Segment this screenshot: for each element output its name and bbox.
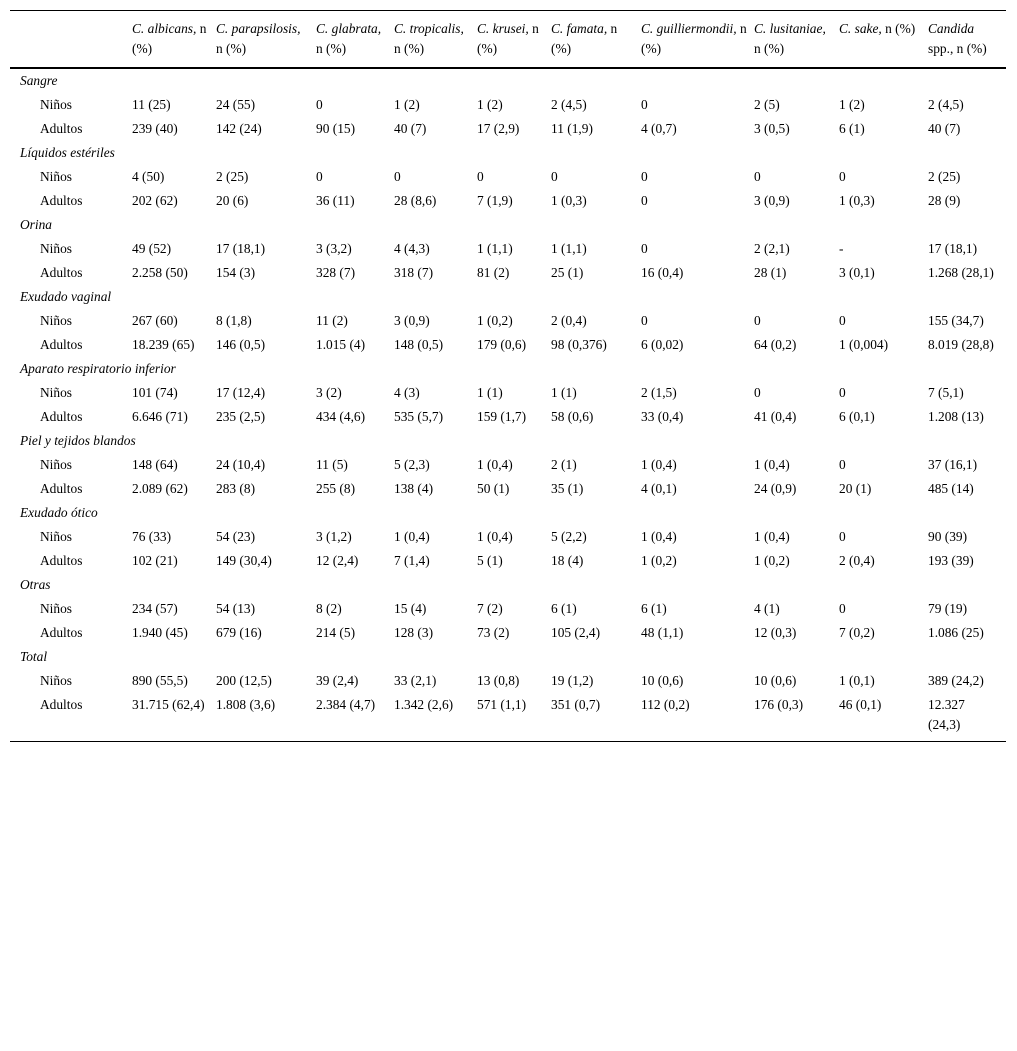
table-cell: 0 bbox=[839, 169, 846, 184]
table-cell: 193 (39) bbox=[928, 553, 974, 568]
column-header bbox=[928, 11, 1006, 69]
table-cell: 15 (4) bbox=[394, 601, 427, 616]
column-header bbox=[132, 11, 216, 69]
table-cell: 283 (8) bbox=[216, 481, 256, 496]
row-label: Adultos bbox=[10, 693, 132, 742]
table-row bbox=[10, 93, 1006, 117]
table-header bbox=[10, 11, 1006, 69]
table-cell: 200 (12,5) bbox=[216, 673, 272, 688]
table-cell: 18.239 (65) bbox=[132, 337, 195, 352]
row-label: Adultos bbox=[40, 121, 83, 136]
row-label: Niños bbox=[40, 313, 72, 328]
table-cell: 485 (14) bbox=[928, 481, 974, 496]
table-cell: 31.715 (62,4) bbox=[132, 693, 216, 742]
table-cell: 0 bbox=[754, 313, 761, 328]
table-cell: 1 (0,4) bbox=[477, 457, 513, 472]
table-cell: 8.019 (28,8) bbox=[928, 337, 994, 352]
table-cell: 159 (1,7) bbox=[477, 409, 527, 424]
column-unit: n (%) bbox=[477, 21, 539, 56]
table-cell: 25 (1) bbox=[551, 265, 584, 280]
table-cell: 48 (1,1) bbox=[641, 625, 684, 640]
table-cell: 1.268 (28,1) bbox=[928, 265, 994, 280]
table-cell: 1 (2) bbox=[839, 97, 865, 112]
table-row bbox=[10, 333, 1006, 357]
table-cell: 24 (10,4) bbox=[216, 457, 266, 472]
table-cell: 0 bbox=[394, 169, 401, 184]
row-label: Niños bbox=[40, 169, 72, 184]
table-cell: 11 (25) bbox=[132, 97, 171, 112]
table-cell: 11 (5) bbox=[316, 457, 348, 472]
table-cell: 1.208 (13) bbox=[928, 409, 984, 424]
table-cell: 4 (0,7) bbox=[641, 121, 677, 136]
table-cell: 4 (3) bbox=[394, 385, 420, 400]
table-cell: 3 (0,9) bbox=[754, 193, 790, 208]
table-row bbox=[10, 453, 1006, 477]
table-cell: 2 (1,5) bbox=[641, 385, 677, 400]
section-title: Sangre bbox=[20, 73, 58, 88]
table-cell: 40 (7) bbox=[928, 121, 961, 136]
section-title: Exudado vaginal bbox=[20, 289, 112, 304]
table-cell: 0 bbox=[839, 313, 846, 328]
section-row bbox=[10, 573, 1006, 597]
species-name: C. sake, bbox=[839, 21, 882, 36]
table-cell: 5 (1) bbox=[477, 553, 503, 568]
table-cell: 128 (3) bbox=[394, 625, 434, 640]
table-cell: 202 (62) bbox=[132, 193, 178, 208]
table-cell: 33 (0,4) bbox=[641, 409, 684, 424]
table-cell: 1 (0,4) bbox=[641, 457, 677, 472]
section-title: Exudado ótico bbox=[20, 505, 98, 520]
row-label: Adultos bbox=[40, 337, 83, 352]
row-label: Adultos bbox=[40, 481, 83, 496]
section-title: Total bbox=[20, 649, 48, 664]
table-cell: 7 (1,4) bbox=[394, 553, 430, 568]
section-title: Orina bbox=[20, 217, 52, 232]
table-row bbox=[10, 381, 1006, 405]
table-cell: 105 (2,4) bbox=[551, 625, 601, 640]
table-row bbox=[10, 237, 1006, 261]
row-label: Niños bbox=[40, 385, 72, 400]
table-row bbox=[10, 405, 1006, 429]
table-cell: 6 (1) bbox=[839, 121, 865, 136]
table-cell: 41 (0,4) bbox=[754, 409, 797, 424]
column-unit: spp., n (%) bbox=[928, 41, 987, 56]
row-label: Adultos bbox=[40, 265, 83, 280]
table-cell: 2.384 (4,7) bbox=[316, 693, 394, 742]
section-title: Líquidos estériles bbox=[20, 145, 115, 160]
species-name: C. glabrata, bbox=[316, 21, 382, 36]
table-cell: 234 (57) bbox=[132, 601, 178, 616]
row-label: Adultos bbox=[40, 553, 83, 568]
table-cell: 0 bbox=[754, 385, 761, 400]
table-cell: 11 (2) bbox=[316, 313, 348, 328]
species-name: C. tropicalis, bbox=[394, 21, 464, 36]
column-header bbox=[394, 11, 477, 69]
column-header bbox=[477, 11, 551, 69]
table-cell: 10 (0,6) bbox=[754, 673, 797, 688]
table-cell: 3 (0,9) bbox=[394, 313, 430, 328]
table-row bbox=[10, 261, 1006, 285]
table-cell: 54 (23) bbox=[216, 529, 256, 544]
table-cell: 24 (55) bbox=[216, 97, 256, 112]
table-cell: 1.086 (25) bbox=[928, 625, 984, 640]
table-cell: 101 (74) bbox=[132, 385, 178, 400]
table-cell: 6 (1) bbox=[641, 601, 667, 616]
table-container bbox=[10, 10, 1006, 742]
table-cell: 239 (40) bbox=[132, 121, 178, 136]
table-cell: 1 (2) bbox=[394, 97, 420, 112]
section-title: Piel y tejidos blandos bbox=[20, 433, 136, 448]
table-cell: 2 (0,4) bbox=[551, 313, 587, 328]
table-cell: 6 (0,02) bbox=[641, 337, 684, 352]
table-cell: 2 (1) bbox=[551, 457, 577, 472]
table-cell: 18 (4) bbox=[551, 553, 584, 568]
header-row bbox=[10, 11, 1006, 69]
section-row bbox=[10, 68, 1006, 93]
table-cell: 12 (0,3) bbox=[754, 625, 797, 640]
table-cell: 3 (0,5) bbox=[754, 121, 790, 136]
table-cell: 90 (15) bbox=[316, 121, 356, 136]
table-cell: 1.015 (4) bbox=[316, 337, 366, 352]
table-cell: 176 (0,3) bbox=[754, 693, 839, 742]
table-cell: 138 (4) bbox=[394, 481, 434, 496]
table-cell: 235 (2,5) bbox=[216, 409, 266, 424]
table-cell: 2 (2,1) bbox=[754, 241, 790, 256]
table-cell: 1 (1) bbox=[551, 385, 577, 400]
section-row bbox=[10, 501, 1006, 525]
table-cell: 3 (1,2) bbox=[316, 529, 352, 544]
table-cell: 112 (0,2) bbox=[641, 693, 754, 742]
table-cell: 148 (0,5) bbox=[394, 337, 444, 352]
table-cell: 4 (0,1) bbox=[641, 481, 677, 496]
table-cell: 40 (7) bbox=[394, 121, 427, 136]
table-cell: 154 (3) bbox=[216, 265, 256, 280]
header-empty-cell bbox=[10, 11, 132, 69]
table-cell: 1 (0,4) bbox=[641, 529, 677, 544]
table-cell: 146 (0,5) bbox=[216, 337, 266, 352]
row-label: Niños bbox=[40, 601, 72, 616]
table-cell: 8 (1,8) bbox=[216, 313, 252, 328]
table-row bbox=[10, 621, 1006, 645]
species-name: C. albicans, bbox=[132, 21, 197, 36]
column-unit: n (%) bbox=[394, 41, 425, 56]
table-cell: 0 bbox=[839, 457, 846, 472]
table-row bbox=[10, 669, 1006, 693]
table-cell: 0 bbox=[839, 385, 846, 400]
table-cell: 4 (50) bbox=[132, 169, 165, 184]
table-cell: 76 (33) bbox=[132, 529, 172, 544]
table-cell: 4 (4,3) bbox=[394, 241, 430, 256]
species-name: C. krusei, bbox=[477, 21, 529, 36]
table-cell: 328 (7) bbox=[316, 265, 356, 280]
row-label: Adultos bbox=[40, 625, 83, 640]
section-title: Aparato respiratorio inferior bbox=[20, 361, 176, 376]
table-cell: 179 (0,6) bbox=[477, 337, 527, 352]
table-cell: 267 (60) bbox=[132, 313, 178, 328]
table-cell: 28 (8,6) bbox=[394, 193, 437, 208]
column-unit: n (%) bbox=[132, 21, 207, 56]
table-cell: 20 (6) bbox=[216, 193, 249, 208]
table-cell: 39 (2,4) bbox=[316, 673, 359, 688]
table-cell: 0 bbox=[839, 601, 846, 616]
table-row bbox=[10, 165, 1006, 189]
table-cell: 5 (2,2) bbox=[551, 529, 587, 544]
table-cell: 1 (0,4) bbox=[477, 529, 513, 544]
table-cell: 1 (1) bbox=[477, 385, 503, 400]
row-label: Niños bbox=[40, 673, 72, 688]
section-row bbox=[10, 645, 1006, 669]
table-cell: 434 (4,6) bbox=[316, 409, 366, 424]
table-cell: 142 (24) bbox=[216, 121, 262, 136]
table-cell: 2 (5) bbox=[754, 97, 780, 112]
table-cell: 1 (0,2) bbox=[641, 553, 677, 568]
table-cell: 10 (0,6) bbox=[641, 673, 684, 688]
row-label: Adultos bbox=[40, 193, 83, 208]
table-cell: 0 bbox=[641, 97, 648, 112]
table-row bbox=[10, 549, 1006, 573]
table-cell: 1 (0,4) bbox=[754, 529, 790, 544]
row-label: Niños bbox=[40, 457, 72, 472]
row-label: Adultos bbox=[40, 409, 83, 424]
table-cell: 5 (2,3) bbox=[394, 457, 430, 472]
table-body bbox=[10, 68, 1006, 742]
table-cell: 54 (13) bbox=[216, 601, 256, 616]
table-cell: 1 (0,3) bbox=[839, 193, 875, 208]
table-cell: 13 (0,8) bbox=[477, 673, 520, 688]
table-cell: 2.258 (50) bbox=[132, 265, 188, 280]
table-cell: 571 (1,1) bbox=[477, 693, 551, 742]
table-row bbox=[10, 693, 1006, 742]
table-cell: 8 (2) bbox=[316, 601, 342, 616]
table-cell: 58 (0,6) bbox=[551, 409, 594, 424]
table-cell: 2 (4,5) bbox=[928, 97, 964, 112]
column-unit: n (%) bbox=[216, 41, 247, 56]
table-cell: 36 (11) bbox=[316, 193, 355, 208]
table-cell: 102 (21) bbox=[132, 553, 178, 568]
table-cell: 37 (16,1) bbox=[928, 457, 978, 472]
table-cell: 17 (12,4) bbox=[216, 385, 266, 400]
table-cell: 3 (3,2) bbox=[316, 241, 352, 256]
table-cell: 2 (0,4) bbox=[839, 553, 875, 568]
table-cell: 0 bbox=[477, 169, 484, 184]
species-name: C. famata, bbox=[551, 21, 608, 36]
column-unit: n (%) bbox=[551, 21, 618, 56]
table-cell: 155 (34,7) bbox=[928, 313, 984, 328]
table-cell: 351 (0,7) bbox=[551, 693, 641, 742]
table-cell: 33 (2,1) bbox=[394, 673, 437, 688]
table-cell: 1 (0,3) bbox=[551, 193, 587, 208]
table-cell: 4 (1) bbox=[754, 601, 780, 616]
table-cell: 2 (4,5) bbox=[551, 97, 587, 112]
table-cell: 3 (2) bbox=[316, 385, 342, 400]
table-cell: 49 (52) bbox=[132, 241, 172, 256]
table-cell: 1 (0,2) bbox=[754, 553, 790, 568]
table-cell: 35 (1) bbox=[551, 481, 584, 496]
table-cell: 1 (0,1) bbox=[839, 673, 875, 688]
row-label: Niños bbox=[40, 97, 72, 112]
table-row bbox=[10, 189, 1006, 213]
section-row bbox=[10, 213, 1006, 237]
table-cell: 11 (1,9) bbox=[551, 121, 593, 136]
section-title: Otras bbox=[20, 577, 51, 592]
species-name: C. parapsilosis, bbox=[216, 21, 301, 36]
table-cell: 1.940 (45) bbox=[132, 625, 188, 640]
species-name: Candida bbox=[928, 21, 975, 36]
table-cell: 679 (16) bbox=[216, 625, 262, 640]
table-row bbox=[10, 117, 1006, 141]
row-label: Niños bbox=[40, 529, 72, 544]
table-cell: 6 (0,1) bbox=[839, 409, 875, 424]
table-cell: 0 bbox=[641, 193, 648, 208]
table-cell: 79 (19) bbox=[928, 601, 968, 616]
table-cell: 255 (8) bbox=[316, 481, 356, 496]
table-cell: 1 (0,4) bbox=[754, 457, 790, 472]
table-cell: 64 (0,2) bbox=[754, 337, 797, 352]
table-cell: 7 (2) bbox=[477, 601, 503, 616]
table-cell: 389 (24,2) bbox=[928, 673, 984, 688]
table-cell: 16 (0,4) bbox=[641, 265, 684, 280]
table-cell: 12.327 (24,3) bbox=[928, 693, 1006, 742]
table-cell: 0 bbox=[316, 169, 323, 184]
table-cell: 535 (5,7) bbox=[394, 409, 444, 424]
table-cell: 28 (9) bbox=[928, 193, 961, 208]
table-cell: 1 (2) bbox=[477, 97, 503, 112]
table-cell: 17 (2,9) bbox=[477, 121, 520, 136]
table-cell: 7 (5,1) bbox=[928, 385, 964, 400]
table-row bbox=[10, 309, 1006, 333]
table-cell: 19 (1,2) bbox=[551, 673, 594, 688]
table-row bbox=[10, 597, 1006, 621]
section-row bbox=[10, 141, 1006, 165]
table-cell: 1.342 (2,6) bbox=[394, 693, 477, 742]
section-row bbox=[10, 429, 1006, 453]
table-cell: 81 (2) bbox=[477, 265, 510, 280]
table-cell: 7 (1,9) bbox=[477, 193, 513, 208]
table-cell: 2 (25) bbox=[928, 169, 961, 184]
table-cell: 20 (1) bbox=[839, 481, 872, 496]
table-cell: 1 (0,004) bbox=[839, 337, 889, 352]
table-cell: 0 bbox=[839, 529, 846, 544]
column-header bbox=[316, 11, 394, 69]
section-row bbox=[10, 357, 1006, 381]
section-row bbox=[10, 285, 1006, 309]
species-name: C. guilliermondii, bbox=[641, 21, 737, 36]
table-cell: 17 (18,1) bbox=[928, 241, 978, 256]
table-cell: 28 (1) bbox=[754, 265, 787, 280]
table-cell: 46 (0,1) bbox=[839, 693, 928, 742]
row-label: Niños bbox=[40, 241, 72, 256]
column-header bbox=[641, 11, 754, 69]
column-header bbox=[839, 11, 928, 69]
column-unit: n (%) bbox=[885, 21, 916, 36]
column-unit: n (%) bbox=[316, 41, 347, 56]
table-cell: 6 (1) bbox=[551, 601, 577, 616]
table-cell: 0 bbox=[316, 97, 323, 112]
table-cell: 50 (1) bbox=[477, 481, 510, 496]
table-cell: 214 (5) bbox=[316, 625, 356, 640]
table-cell: 149 (30,4) bbox=[216, 553, 272, 568]
table-cell: 890 (55,5) bbox=[132, 673, 188, 688]
table-cell: 3 (0,1) bbox=[839, 265, 875, 280]
table-cell: 7 (0,2) bbox=[839, 625, 875, 640]
table-cell: - bbox=[839, 241, 844, 256]
table-cell: 0 bbox=[551, 169, 558, 184]
table-cell: 148 (64) bbox=[132, 457, 178, 472]
table-cell: 6.646 (71) bbox=[132, 409, 188, 424]
table-cell: 1 (0,4) bbox=[394, 529, 430, 544]
candida-distribution-table bbox=[10, 10, 1006, 742]
table-cell: 73 (2) bbox=[477, 625, 510, 640]
table-cell: 24 (0,9) bbox=[754, 481, 797, 496]
column-header bbox=[754, 11, 839, 69]
column-unit: n (%) bbox=[641, 21, 747, 56]
table-cell: 12 (2,4) bbox=[316, 553, 359, 568]
table-cell: 2.089 (62) bbox=[132, 481, 188, 496]
table-cell: 0 bbox=[641, 241, 648, 256]
table-cell: 0 bbox=[754, 169, 761, 184]
table-row bbox=[10, 525, 1006, 549]
table-cell: 0 bbox=[641, 169, 648, 184]
table-cell: 1 (1,1) bbox=[477, 241, 513, 256]
column-header bbox=[551, 11, 641, 69]
table-cell: 0 bbox=[641, 313, 648, 328]
table-cell: 90 (39) bbox=[928, 529, 968, 544]
table-cell: 98 (0,376) bbox=[551, 337, 607, 352]
table-cell: 1.808 (3,6) bbox=[216, 693, 316, 742]
table-cell: 17 (18,1) bbox=[216, 241, 266, 256]
table-row bbox=[10, 477, 1006, 501]
species-name: C. lusitaniae, bbox=[754, 21, 826, 36]
column-unit: n (%) bbox=[754, 41, 785, 56]
table-cell: 318 (7) bbox=[394, 265, 434, 280]
table-cell: 2 (25) bbox=[216, 169, 249, 184]
column-header bbox=[216, 11, 316, 69]
table-cell: 1 (1,1) bbox=[551, 241, 587, 256]
table-cell: 1 (0,2) bbox=[477, 313, 513, 328]
